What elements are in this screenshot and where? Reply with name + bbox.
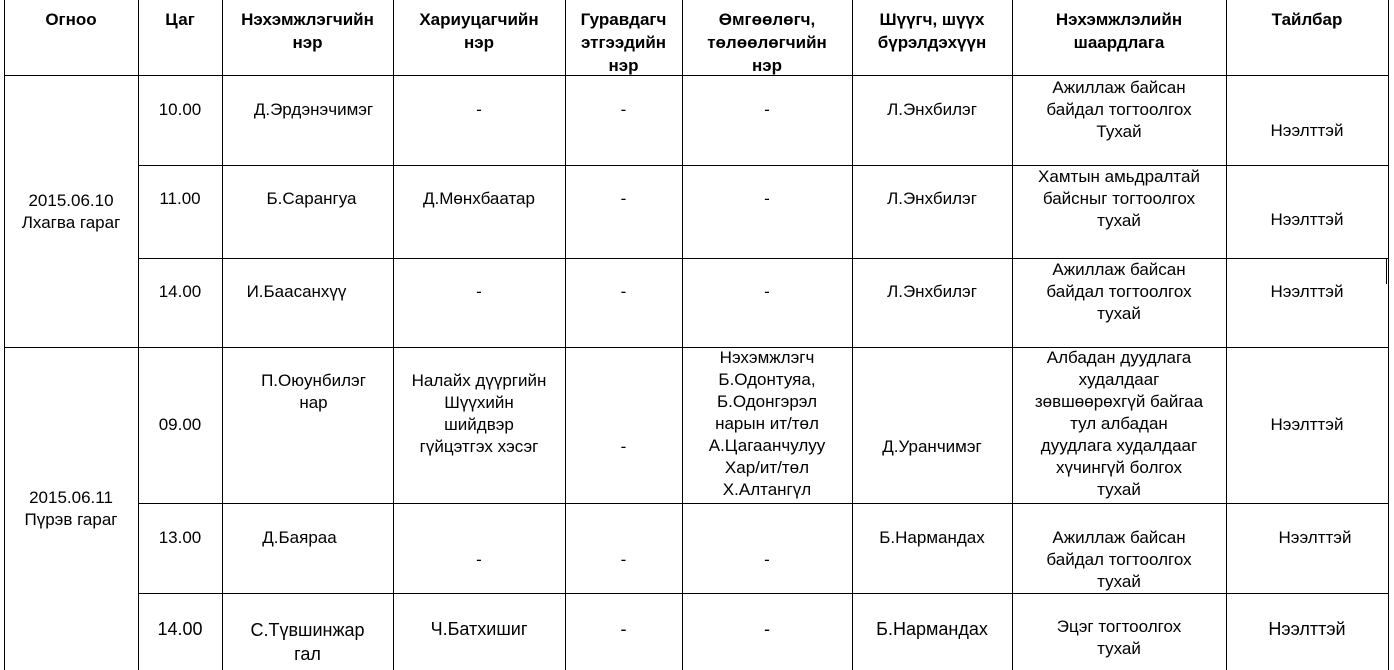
judge-cell: Л.Энхбилэг (887, 189, 977, 208)
claim-cell: Эцэг тогтоолгох тухай (1056, 617, 1182, 658)
time-cell: 10.00 (158, 100, 202, 119)
defendant-cell: Налайх дүүргийн Шүүхийн шийдвэр гүйцэтгэх хэсэг (411, 371, 547, 456)
plaintiff-cell: Д.Баяраа (262, 528, 337, 547)
third-party-cell: - (620, 550, 627, 569)
header-third-party: Гуравдагч этгээдийн нэр (580, 10, 667, 75)
defendant-cell: - (476, 282, 482, 301)
representative-cell: - (764, 550, 770, 569)
header-note: Тайлбар (1271, 10, 1343, 29)
grid-line (1226, 0, 1227, 670)
claim-cell: Ажиллаж байсан байдал тогтоолгох тухай (1046, 260, 1192, 323)
representative-cell: - (764, 619, 770, 639)
time-cell: 14.00 (158, 282, 202, 301)
note-cell: Нээлттэй (1270, 121, 1344, 140)
header-claim: Нэхэмжлэлийн шаардлага (1055, 10, 1183, 52)
time-cell: 09.00 (158, 415, 202, 434)
header-plaintiff: Нэхэмжлэгчийн нэр (241, 10, 374, 52)
claim-cell: Ажиллаж байсан байдал тогтоолгох Тухай (1046, 78, 1192, 141)
claim-cell: Ажиллаж байсан байдал тогтоолгох тухай (1046, 528, 1192, 591)
header-representative: Өмгөөлөгч, төлөөлөгчийн нэр (707, 10, 827, 75)
third-party-cell: - (620, 619, 627, 639)
note-cell: Нээлттэй (1268, 619, 1346, 639)
time-cell: 11.00 (159, 189, 201, 208)
third-party-cell: - (620, 282, 627, 301)
date-cell: 2015.06.11 Пүрэв гараг (24, 488, 118, 529)
text-cursor (1386, 258, 1387, 284)
grid-line (1388, 0, 1389, 670)
third-party-cell: - (620, 100, 627, 119)
third-party-cell: - (620, 437, 627, 456)
grid-line (138, 503, 1389, 504)
plaintiff-cell: П.Оюунбилэг нар (261, 371, 366, 412)
time-cell: 13.00 (158, 528, 202, 547)
plaintiff-cell: Д.Эрдэнэчимэг (253, 100, 374, 119)
third-party-cell: - (620, 189, 627, 208)
defendant-cell: Ч.Батхишиг (430, 619, 528, 639)
plaintiff-cell: Б.Сарангуа (266, 189, 357, 208)
header-time: Цаг (165, 10, 195, 29)
note-cell: Нээлттэй (1278, 528, 1352, 547)
defendant-cell: Д.Мөнхбаатар (423, 189, 535, 208)
date-cell: 2015.06.10 Лхагва гараг (21, 190, 121, 232)
judge-cell: Б.Нармандах (879, 528, 985, 547)
plaintiff-cell: С.Түвшинжар гал (250, 620, 365, 664)
header-judge: Шүүгч, шүүх бүрэлдэхүүн (877, 10, 987, 52)
header-date: Огноо (45, 10, 97, 29)
claim-cell: Албадан дуудлага худалдааг зөвшөөрөхгүй байгаа тул албадан дуудлага худалдааг хүчингүй болгох тухай (1034, 348, 1204, 499)
judge-cell: Л.Энхбилэг (887, 282, 977, 301)
plaintiff-cell: И.Баасанхүү (246, 282, 347, 301)
header-defendant: Хариуцагчийн нэр (419, 10, 539, 52)
representative-cell: Нэхэмжлэгч Б.Одонтуяа, Б.Одонгэрэл нарын ит/төл А.Цагаанчулуу Хар/ит/төл Х.Алтангүл (708, 348, 826, 499)
defendant-cell: - (476, 100, 482, 119)
judge-cell: Д.Уранчимэг (882, 437, 982, 456)
representative-cell: - (764, 100, 770, 119)
note-cell: Нээлттэй (1270, 282, 1344, 301)
defendant-cell: - (476, 550, 482, 569)
representative-cell: - (764, 189, 770, 208)
time-cell: 14.00 (157, 619, 203, 639)
judge-cell: Б.Нармандах (876, 619, 988, 639)
note-cell: Нээлттэй (1270, 210, 1344, 229)
claim-cell: Хамтын амьдралтай байсныг тогтоолгох тухай (1038, 167, 1200, 230)
note-cell: Нээлттэй (1270, 415, 1344, 434)
judge-cell: Л.Энхбилэг (887, 100, 977, 119)
representative-cell: - (764, 282, 770, 301)
